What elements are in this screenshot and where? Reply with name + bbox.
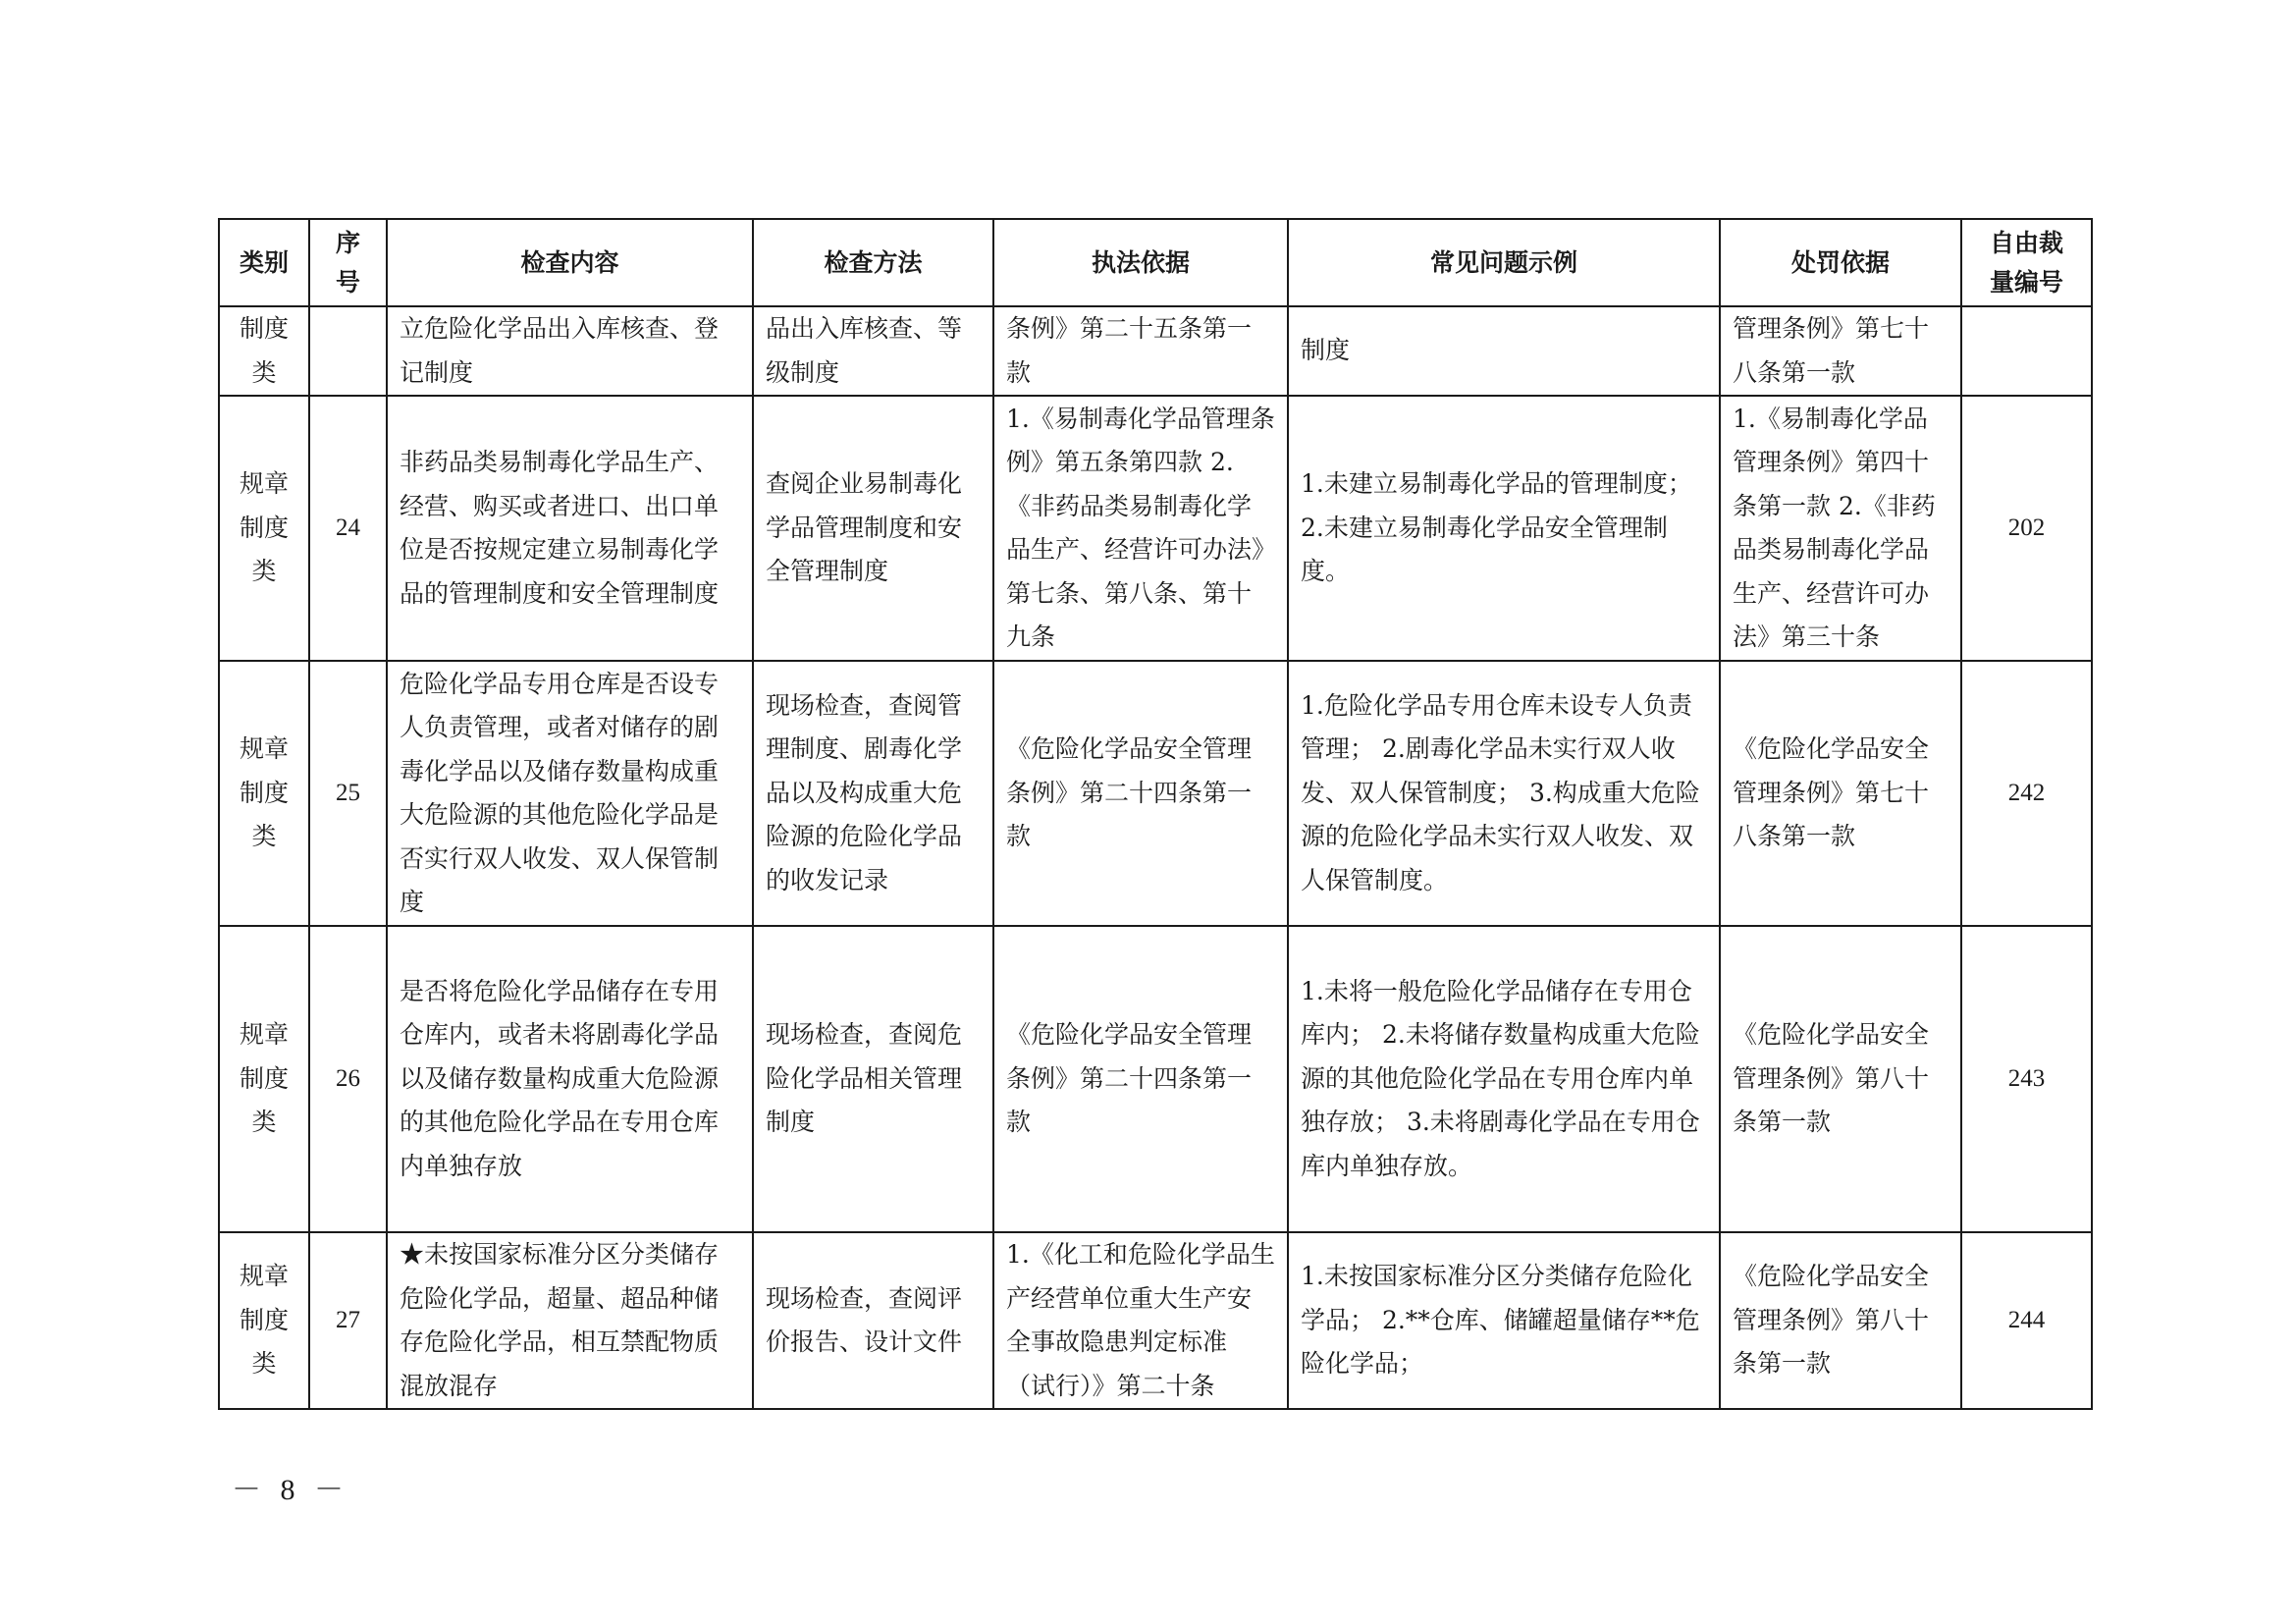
cell-content: 危险化学品专用仓库是否设专人负责管理，或者对储存的剧毒化学品以及储存数量构成重大危险源的其他危险化学品是否实行双人收发、双人保管制度 <box>387 661 753 926</box>
table-row <box>219 661 2092 926</box>
table-header-row <box>219 219 2092 306</box>
cell-penalty: 《危险化学品安全管理条例》第八十条第一款 <box>1720 926 1961 1232</box>
category-line: 制度 <box>239 513 289 542</box>
header-code-line1: 自由裁 <box>1989 228 2063 257</box>
header-code <box>1961 219 2092 306</box>
cell-content: ★未按国家标准分区分类储存危险化学品，超量、超品种储存危险化学品，相互禁配物质混放混存 <box>387 1232 753 1409</box>
cell-basis: 1.《易制毒化学品管理条例》第五条第四款 2.《非药品类易制毒化学品生产、经营许可办法》第七条、第八条、第十九条 <box>993 396 1288 661</box>
cell-basis: 1.《化工和危险化学品生产经营单位重大生产安全事故隐患判定标准（试行）》第二十条 <box>993 1232 1288 1409</box>
category-line: 规章 <box>239 1262 289 1291</box>
cell-method: 查阅企业易制毒化学品管理制度和安全管理制度 <box>753 396 993 661</box>
header-method: 检查方法 <box>753 219 993 306</box>
page-number: － 8 － <box>232 1474 349 1506</box>
cell-issues: 1.危险化学品专用仓库未设专人负责管理； 2.剧毒化学品未实行双人收发、双人保管制度； 3.构成重大危险源的危险化学品未实行双人收发、双人保管制度。 <box>1288 661 1720 926</box>
cell-content: 是否将危险化学品储存在专用仓库内，或者未将剧毒化学品以及储存数量构成重大危险源的其他危险化学品在专用仓库内单独存放 <box>387 926 753 1232</box>
cell-category <box>219 661 309 926</box>
cell-issues: 制度 <box>1288 306 1720 396</box>
category-line: 制度 <box>239 314 289 343</box>
table-row <box>219 1232 2092 1409</box>
cell-code: 242 <box>1961 661 2092 926</box>
category-line: 制度 <box>239 1305 289 1334</box>
table-row <box>219 926 2092 1232</box>
cell-method: 现场检查，查阅管理制度、剧毒化学品以及构成重大危险源的危险化学品的收发记录 <box>753 661 993 926</box>
cell-seq <box>309 306 387 396</box>
category-line: 类 <box>251 357 277 387</box>
cell-category <box>219 926 309 1232</box>
cell-seq: 25 <box>309 661 387 926</box>
cell-category <box>219 1232 309 1409</box>
cell-basis: 条例》第二十五条第一款 <box>993 306 1288 396</box>
cell-content: 立危险化学品出入库核查、登记制度 <box>387 306 753 396</box>
category-line: 类 <box>251 1349 277 1379</box>
header-basis: 执法依据 <box>993 219 1288 306</box>
cell-category <box>219 306 309 396</box>
inspection-table <box>218 218 2093 1410</box>
category-line: 制度 <box>239 1063 289 1093</box>
cell-code <box>1961 306 2092 396</box>
header-content: 检查内容 <box>387 219 753 306</box>
cell-issues: 1.未按国家标准分区分类储存危险化学品； 2.**仓库、储罐超量储存**危险化学品； <box>1288 1232 1720 1409</box>
cell-penalty: 《危险化学品安全管理条例》第八十条第一款 <box>1720 1232 1961 1409</box>
header-penalty: 处罚依据 <box>1720 219 1961 306</box>
category-line: 类 <box>251 557 277 586</box>
cell-method: 品出入库核查、等级制度 <box>753 306 993 396</box>
cell-seq: 26 <box>309 926 387 1232</box>
cell-basis: 《危险化学品安全管理条例》第二十四条第一款 <box>993 926 1288 1232</box>
header-seq-line2: 号 <box>335 267 360 297</box>
category-line: 类 <box>251 1108 277 1137</box>
header-category: 类别 <box>219 219 309 306</box>
cell-issues: 1.未建立易制毒化学品的管理制度； 2.未建立易制毒化学品安全管理制度。 <box>1288 396 1720 661</box>
cell-seq: 24 <box>309 396 387 661</box>
cell-code: 243 <box>1961 926 2092 1232</box>
cell-code: 202 <box>1961 396 2092 661</box>
cell-penalty: 管理条例》第七十八条第一款 <box>1720 306 1961 396</box>
category-line: 制度 <box>239 778 289 807</box>
category-line: 规章 <box>239 1020 289 1050</box>
cell-code: 244 <box>1961 1232 2092 1409</box>
header-seq-line1: 序 <box>335 228 360 257</box>
cell-seq: 27 <box>309 1232 387 1409</box>
cell-method: 现场检查，查阅危险化学品相关管理制度 <box>753 926 993 1232</box>
table-row <box>219 396 2092 661</box>
cell-method: 现场检查，查阅评价报告、设计文件 <box>753 1232 993 1409</box>
header-issues: 常见问题示例 <box>1288 219 1720 306</box>
table-row <box>219 306 2092 396</box>
category-line: 类 <box>251 822 277 851</box>
cell-penalty: 《危险化学品安全管理条例》第七十八条第一款 <box>1720 661 1961 926</box>
cell-penalty: 1.《易制毒化学品管理条例》第四十条第一款 2.《非药品类易制毒化学品生产、经营许可办法》第三十条 <box>1720 396 1961 661</box>
cell-content: 非药品类易制毒化学品生产、经营、购买或者进口、出口单位是否按规定建立易制毒化学品的管理制度和安全管理制度 <box>387 396 753 661</box>
cell-basis: 《危险化学品安全管理条例》第二十四条第一款 <box>993 661 1288 926</box>
category-line: 规章 <box>239 734 289 764</box>
header-seq <box>309 219 387 306</box>
cell-category <box>219 396 309 661</box>
table-body <box>219 306 2092 1409</box>
header-code-line2: 量编号 <box>1989 267 2063 297</box>
cell-issues: 1.未将一般危险化学品储存在专用仓库内； 2.未将储存数量构成重大危险源的其他危险化学品在专用仓库内单独存放； 3.未将剧毒化学品在专用仓库内单独存放。 <box>1288 926 1720 1232</box>
category-line: 规章 <box>239 469 289 499</box>
